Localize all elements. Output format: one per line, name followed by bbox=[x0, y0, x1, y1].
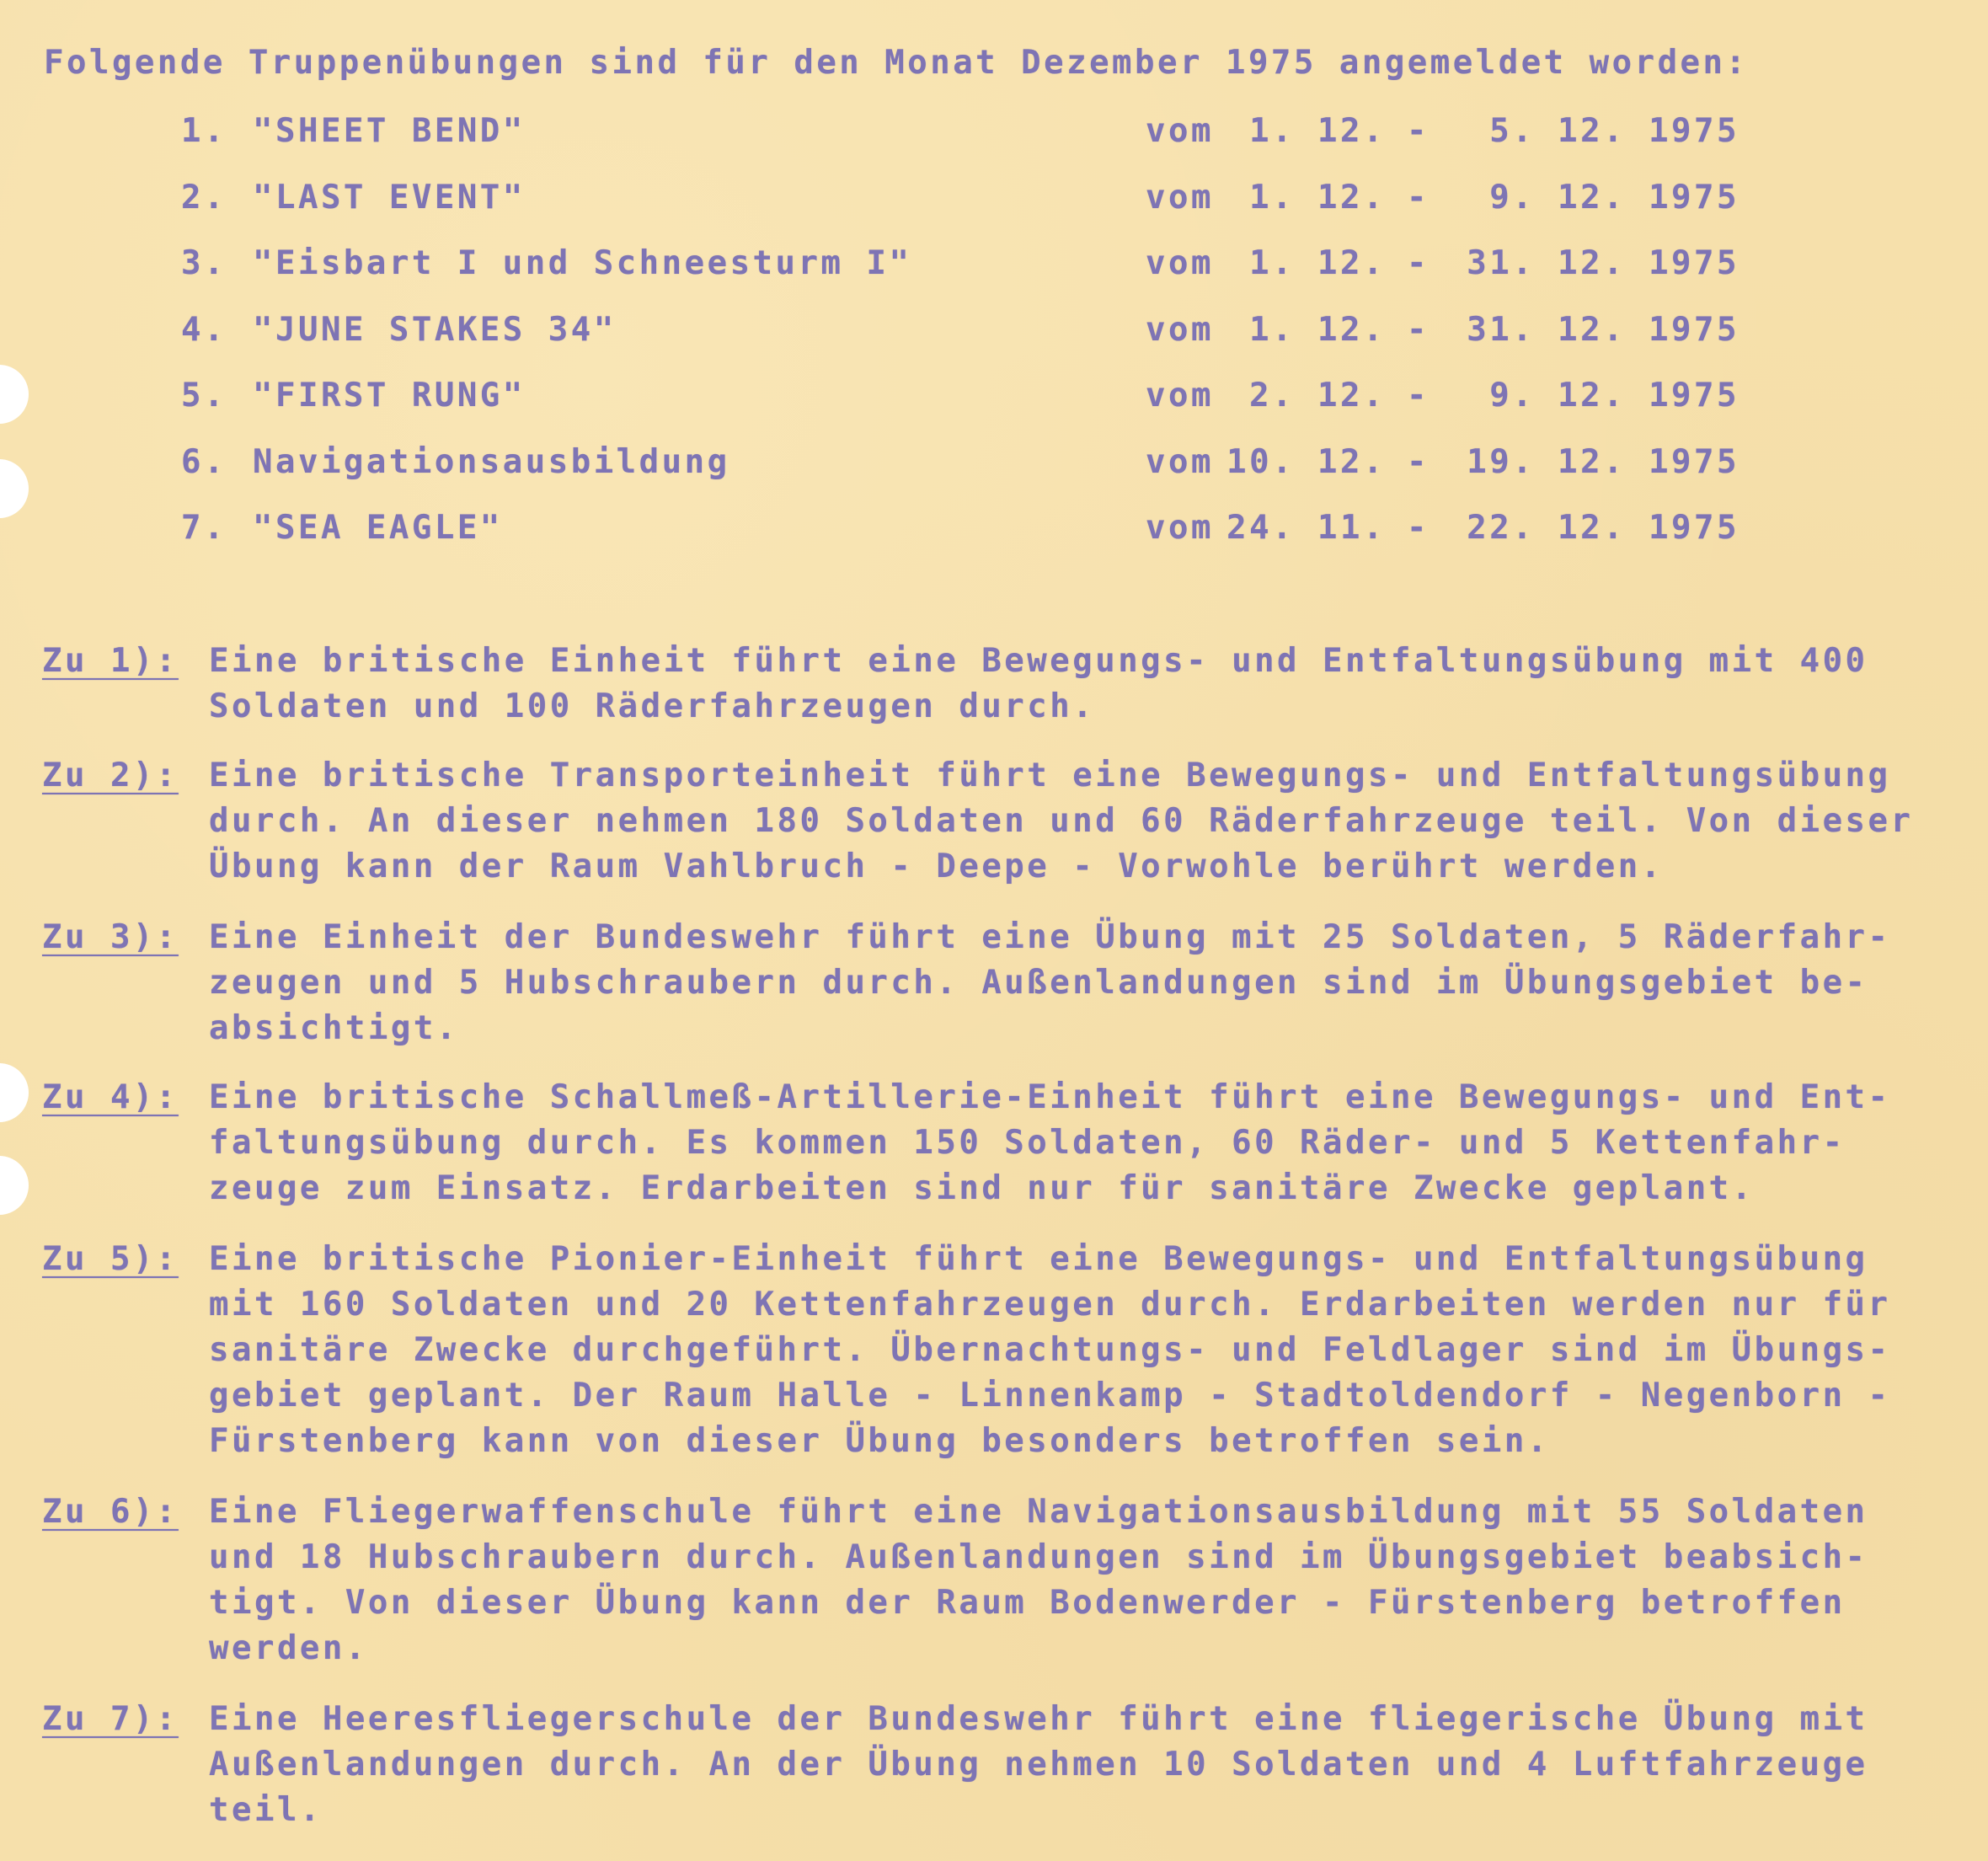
note-line: absichtigt. bbox=[209, 1009, 459, 1047]
note-line: Übung kann der Raum Vahlbruch - Deepe - Vorwohle berührt werden. bbox=[209, 848, 1664, 885]
exercise-name: "JUNE STAKES 34" bbox=[253, 311, 617, 349]
exercise-vom: vom bbox=[1146, 377, 1214, 414]
exercise-end-date: 22. 12. 1975 bbox=[1467, 509, 1740, 547]
note-line: Soldaten und 100 Räderfahrzeugen durch. bbox=[209, 687, 1096, 725]
punch-hole bbox=[0, 365, 29, 424]
exercise-vom: vom bbox=[1146, 244, 1214, 282]
exercise-number: 3. bbox=[181, 244, 227, 282]
exercise-start-date: 1. 12. bbox=[1249, 244, 1386, 282]
punch-hole bbox=[0, 459, 29, 518]
note-line: Eine britische Pionier-Einheit führt eine Bewegungs- und Entfaltungsübung bbox=[209, 1240, 1868, 1278]
exercise-vom: vom bbox=[1146, 311, 1214, 349]
note-line: Außenlandungen durch. An der Übung nehmen 10 Soldaten und 4 Luftfahrzeuge bbox=[209, 1746, 1868, 1783]
note-label: Zu 3): bbox=[42, 918, 179, 956]
exercise-name: "LAST EVENT" bbox=[253, 179, 526, 217]
note-line: und 18 Hubschraubern durch. Außenlandungen sind im Übungsgebiet beabsich- bbox=[209, 1538, 1868, 1576]
note-line: teil. bbox=[209, 1791, 323, 1829]
exercise-end-date: 9. 12. 1975 bbox=[1489, 179, 1740, 217]
exercise-end-date: 31. 12. 1975 bbox=[1467, 311, 1740, 349]
exercise-vom: vom bbox=[1146, 112, 1214, 150]
exercise-name: Navigationsausbildung bbox=[253, 443, 730, 481]
exercise-number: 5. bbox=[181, 377, 227, 414]
punch-hole bbox=[0, 1063, 29, 1122]
exercise-end-date: 9. 12. 1975 bbox=[1489, 377, 1740, 414]
exercise-end-date: 5. 12. 1975 bbox=[1489, 112, 1740, 150]
exercise-date-dash: - bbox=[1407, 244, 1430, 282]
exercise-date-dash: - bbox=[1407, 179, 1430, 217]
exercise-name: "SHEET BEND" bbox=[253, 112, 526, 150]
exercise-date-dash: - bbox=[1407, 443, 1430, 481]
note-label: Zu 1): bbox=[42, 642, 179, 680]
exercise-start-date: 10. 12. bbox=[1226, 443, 1386, 481]
note-line: Eine Fliegerwaffenschule führt eine Navigationsausbildung mit 55 Soldaten bbox=[209, 1493, 1868, 1531]
exercise-date-dash: - bbox=[1407, 311, 1430, 349]
note-line: Eine britische Einheit führt eine Bewegungs- und Entfaltungsübung mit 400 bbox=[209, 642, 1868, 680]
note-label: Zu 2): bbox=[42, 757, 179, 794]
note-line: sanitäre Zwecke durchgeführt. Übernachtungs- und Feldlager sind im Übungs- bbox=[209, 1331, 1891, 1369]
document-heading: Folgende Truppenübungen sind für den Monat Dezember 1975 angemeldet worden: bbox=[44, 44, 1749, 82]
note-line: zeuge zum Einsatz. Erdarbeiten sind nur für sanitäre Zwecke geplant. bbox=[209, 1169, 1755, 1207]
exercise-end-date: 31. 12. 1975 bbox=[1467, 244, 1740, 282]
note-label: Zu 7): bbox=[42, 1700, 179, 1738]
exercise-start-date: 24. 11. bbox=[1226, 509, 1386, 547]
note-line: Fürstenberg kann von dieser Übung besonders betroffen sein. bbox=[209, 1422, 1550, 1460]
exercise-number: 6. bbox=[181, 443, 227, 481]
note-line: Eine Heeresfliegerschule der Bundeswehr führt eine fliegerische Übung mit bbox=[209, 1700, 1868, 1738]
punch-hole bbox=[0, 1156, 29, 1215]
note-label: Zu 5): bbox=[42, 1240, 179, 1278]
note-line: Eine Einheit der Bundeswehr führt eine Übung mit 25 Soldaten, 5 Räderfahr- bbox=[209, 918, 1891, 956]
note-line: werden. bbox=[209, 1629, 368, 1667]
exercise-date-dash: - bbox=[1407, 377, 1430, 414]
exercise-number: 2. bbox=[181, 179, 227, 217]
exercise-name: "SEA EAGLE" bbox=[253, 509, 503, 547]
exercise-vom: vom bbox=[1146, 443, 1214, 481]
note-line: zeugen und 5 Hubschraubern durch. Außenlandungen sind im Übungsgebiet be- bbox=[209, 964, 1868, 1002]
exercise-vom: vom bbox=[1146, 179, 1214, 217]
exercise-name: "Eisbart I und Schneesturm I" bbox=[253, 244, 912, 282]
exercise-start-date: 1. 12. bbox=[1249, 311, 1386, 349]
exercise-date-dash: - bbox=[1407, 112, 1430, 150]
note-line: Eine britische Transporteinheit führt eine Bewegungs- und Entfaltungsübung bbox=[209, 757, 1891, 794]
note-line: durch. An dieser nehmen 180 Soldaten und 60 Räderfahrzeuge teil. Von dieser bbox=[209, 802, 1914, 840]
note-line: gebiet geplant. Der Raum Halle - Linnenkamp - Stadtoldendorf - Negenborn - bbox=[209, 1377, 1891, 1414]
exercise-number: 4. bbox=[181, 311, 227, 349]
note-line: Eine britische Schallmeß-Artillerie-Einheit führt eine Bewegungs- und Ent- bbox=[209, 1078, 1891, 1116]
note-label: Zu 6): bbox=[42, 1493, 179, 1531]
exercise-name: "FIRST RUNG" bbox=[253, 377, 526, 414]
exercise-end-date: 19. 12. 1975 bbox=[1467, 443, 1740, 481]
exercise-vom: vom bbox=[1146, 509, 1214, 547]
exercise-start-date: 1. 12. bbox=[1249, 179, 1386, 217]
note-line: faltungsübung durch. Es kommen 150 Soldaten, 60 Räder- und 5 Kettenfahr- bbox=[209, 1124, 1846, 1162]
exercise-number: 7. bbox=[181, 509, 227, 547]
note-label: Zu 4): bbox=[42, 1078, 179, 1116]
exercise-start-date: 1. 12. bbox=[1249, 112, 1386, 150]
note-line: tigt. Von dieser Übung kann der Raum Bodenwerder - Fürstenberg betroffen bbox=[209, 1584, 1846, 1622]
note-line: mit 160 Soldaten und 20 Kettenfahrzeugen durch. Erdarbeiten werden nur für bbox=[209, 1286, 1891, 1324]
exercise-start-date: 2. 12. bbox=[1249, 377, 1386, 414]
exercise-number: 1. bbox=[181, 112, 227, 150]
exercise-date-dash: - bbox=[1407, 509, 1430, 547]
